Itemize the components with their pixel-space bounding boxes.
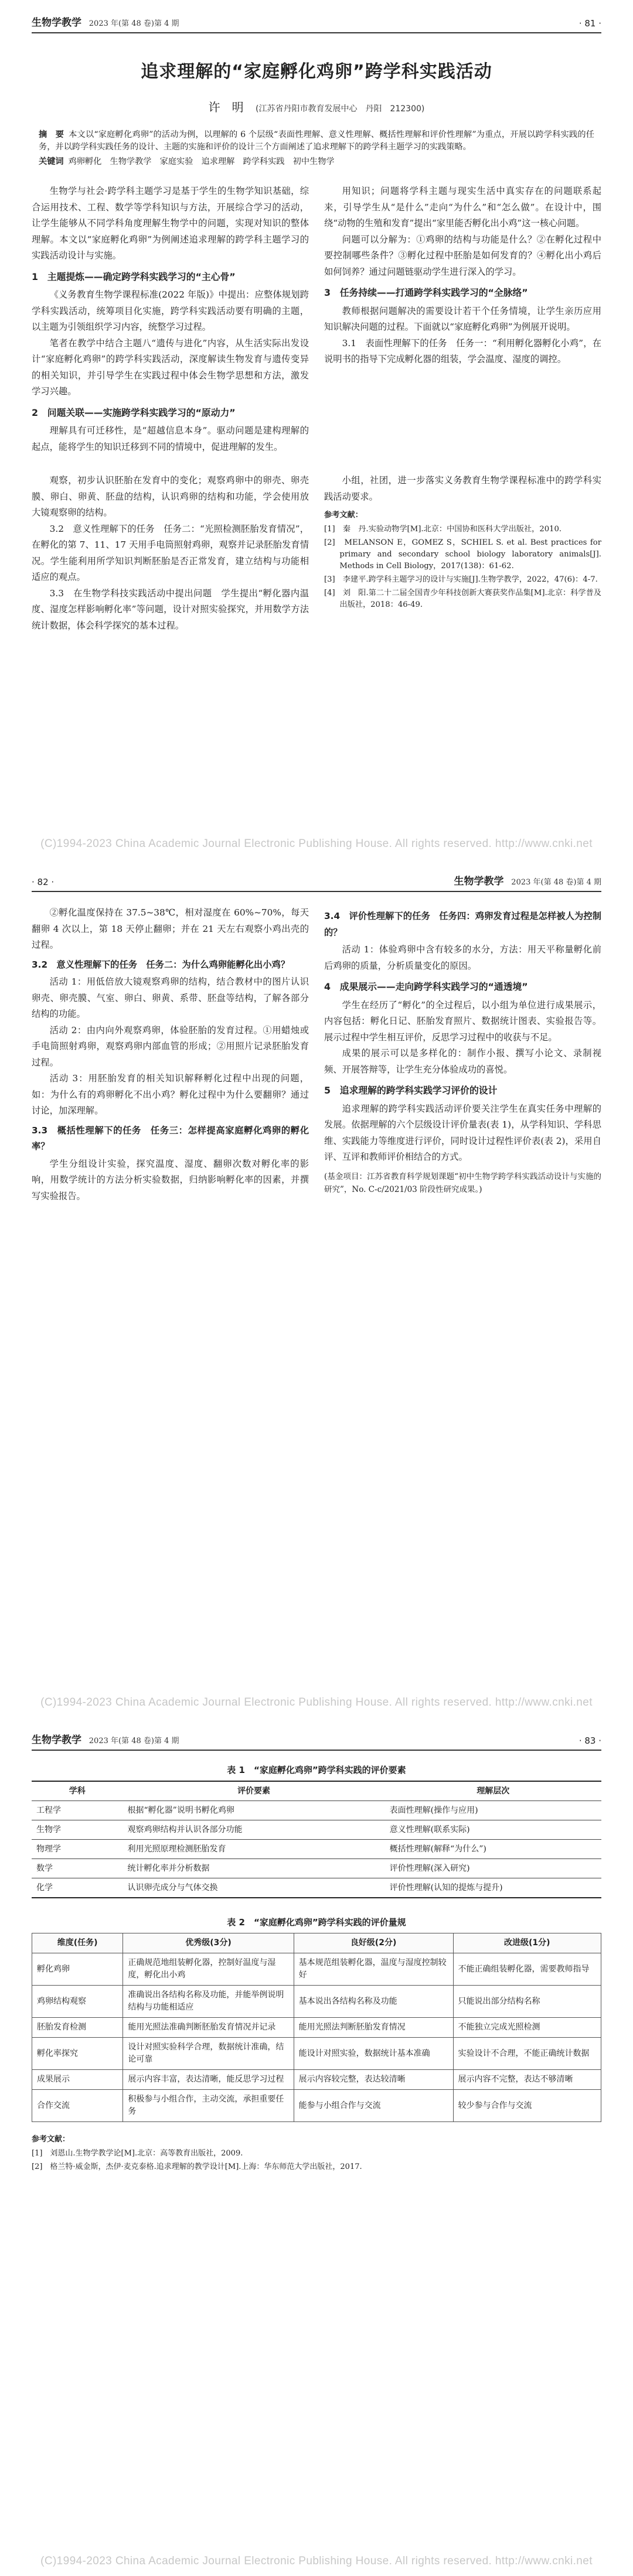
paragraph: 3.1 表面性理解下的任务 任务一：“利用孵化器孵化小鸡”，在说明书的指导下完成孵化器的组装，学会温度、湿度的调控。: [324, 337, 601, 364]
right-column-lower: [324, 473, 601, 634]
table-cell: 观察鸡卵结构并认识各部分功能: [123, 1820, 385, 1840]
table-cell: 工程学: [32, 1801, 123, 1820]
table-cell: 生物学: [32, 1820, 123, 1840]
table-cell: 认识卵壳成分与气体交换: [123, 1878, 385, 1898]
table2-body: [32, 1953, 601, 2122]
table-row: [32, 1801, 601, 1820]
running-header: [32, 1731, 601, 1751]
table2-title: 表 2 “家庭孵化鸡卵”跨学科实践的评价量规: [227, 1917, 406, 1928]
running-header: [32, 873, 601, 892]
table-cell: 准确说出各结构名称及功能，并能举例说明结构与功能相适应: [123, 1986, 294, 2018]
reference-item: [3] 李建平.跨学科主题学习的设计与实施[J].生物学教学，2022，47(6)：4-7.: [324, 575, 598, 584]
table-header-cell: 优秀级(3分): [123, 1933, 294, 1953]
section-heading: 4 成果展示——走向跨学科实践学习的“通透境”: [324, 981, 528, 992]
right-column: [324, 905, 601, 1204]
table-cell: 鸡卵结构观察: [32, 1986, 123, 2018]
table-header-row: [32, 1933, 601, 1953]
references: [324, 510, 601, 611]
subsection-heading: 3.3 概括性理解下的任务 任务三：怎样提高家庭孵化鸡卵的孵化率？: [32, 1125, 309, 1152]
table-cell: 只能说出部分结构名称: [453, 1986, 601, 2018]
author-name: 许 明: [208, 100, 244, 114]
table-cell: 基本说出各结构名称及功能: [294, 1986, 453, 2018]
table-row: [32, 2090, 601, 2122]
table-cell: 物理学: [32, 1840, 123, 1859]
body-columns: [32, 183, 601, 455]
page-number: · 81 ·: [578, 18, 601, 29]
paragraph: 学生在经历了“孵化”的全过程后，以小组为单位进行成果展示，内容包括：孵化日记、胚胎发育照片、数据统计图表、实验报告等。展示过程中学生相互评价，反思学习过程中的收获与不足。: [324, 999, 601, 1043]
table-header-cell: 维度(任务): [32, 1933, 123, 1953]
table-cell: 展示内容较完整，表达较清晰: [294, 2070, 453, 2090]
table-row: [32, 1953, 601, 1986]
page-number: · 83 ·: [578, 1735, 601, 1746]
left-column: [32, 905, 309, 1204]
table-cell: 展示内容不完整，表达不够清晰: [453, 2070, 601, 2090]
reference-item: [2] MELANSON E，GOMEZ S，SCHIEL S. et al. Best practices for primary and secondary school biology laboratory animals[J]. Methods in Cell Biology，2017(138)：61-62.: [324, 538, 601, 570]
table-row: [32, 1859, 601, 1878]
table-cell: 利用光照原理检测胚胎发育: [123, 1840, 385, 1859]
keywords-text: 鸡卵孵化 生物学教学 家庭实验 追求理解 跨学科实践 初中生物学: [68, 157, 335, 166]
body-columns-lower: [32, 473, 601, 634]
page3-references: [32, 2134, 601, 2173]
table-cell: 基本规范组装孵化器，温度与湿度控制较好: [294, 1953, 453, 1986]
section-heading: 2 问题关联——实施跨学科实践学习的“原动力”: [32, 406, 236, 418]
left-column-lower: [32, 473, 309, 634]
table-cell: 能参与小组合作与交流: [294, 2090, 453, 2122]
copyright-footer: (C)1994-2023 China Academic Journal Electronic Publishing House. All rights reserved. http://www.cnki.net: [40, 838, 593, 850]
paragraph: 观察，初步认识胚胎在发育中的变化；观察鸡卵中的卵壳、卵壳膜、卵白、卵黄、胚盘的结构，认识鸡卵的结构和功能，学会使用放大镜观察卵的结构。: [32, 475, 309, 518]
table-cell: 孵化率探究: [32, 2038, 123, 2070]
table-row: [32, 1878, 601, 1898]
table-cell: 不能正确组装孵化器，需要教师指导: [453, 1953, 601, 1986]
article-title: 追求理解的“家庭孵化鸡卵”跨学科实践活动: [141, 62, 492, 82]
running-header: [32, 14, 601, 33]
author-affiliation: (江苏省丹阳市教育发展中心 丹阳 212300): [255, 104, 425, 114]
table1-body: [32, 1801, 601, 1898]
paragraph: 活动 1：用低倍放大镜观察鸡卵的结构，结合教材中的图片认识卵壳、卵壳膜、气室、卵白、卵黄、系带、胚盘等结构，了解各部分结构的功能。: [32, 976, 309, 1019]
table-cell: 积极参与小组合作，主动交流，承担重要任务: [123, 2090, 294, 2122]
table-cell: 能用光照法准确判断胚胎发育情况并记录: [123, 2018, 294, 2038]
subsection-heading: 3.2 意义性理解下的任务 任务二：为什么鸡卵能孵化出小鸡？: [32, 959, 290, 970]
table-cell: 设计对照实验科学合理，数据统计准确，结论可靠: [123, 2038, 294, 2070]
journal-issue: 2023 年(第 48 卷)第 4 期: [89, 1737, 179, 1745]
left-column: [32, 183, 309, 455]
references-label: 参考文献：: [32, 2135, 70, 2144]
table-cell: 较少参与合作与交流: [453, 2090, 601, 2122]
paragraph: 活动 3：用胚胎发育的相关知识解释孵化过程中出现的问题，如：为什么有的鸡卵孵化不出小鸡？孵化过程中为什么要翻卵？通过讨论，加深理解。: [32, 1073, 309, 1116]
table-cell: 展示内容丰富，表达清晰，能反思学习过程: [123, 2070, 294, 2090]
author-line: [32, 98, 601, 115]
body-columns: [32, 905, 601, 1204]
subsection-heading: 3.4 评价性理解下的任务 任务四：鸡卵发育过程是怎样被人为控制的？: [324, 911, 601, 938]
table-cell: 评价性理解(深入研究): [385, 1859, 601, 1878]
section-heading: 1 主题提炼——确定跨学科实践学习的“主心骨”: [32, 271, 236, 282]
journal-name: 生物学教学: [32, 17, 81, 29]
journal-issue: 2023 年(第 48 卷)第 4 期: [89, 19, 179, 28]
table-header-cell: 学科: [32, 1781, 123, 1801]
journal-issue: 2023 年(第 48 卷)第 4 期: [511, 878, 601, 887]
journal-name: 生物学教学: [32, 1734, 81, 1746]
paragraph: 活动 1：体验鸡卵中含有较多的水分，方法：用天平称量孵化前后鸡卵的质量，分析质量变化的原因。: [324, 944, 601, 971]
table-cell: 能设计对照实验，数据统计基本准确: [294, 2038, 453, 2070]
table-cell: 成果展示: [32, 2070, 123, 2090]
copyright-footer: (C)1994-2023 China Academic Journal Electronic Publishing House. All rights reserved. http://www.cnki.net: [40, 2555, 593, 2567]
table-header-cell: 良好级(2分): [294, 1933, 453, 1953]
paragraph: 活动 2：由内向外观察鸡卵，体验胚胎的发育过程。①用蜡烛或手电筒照射鸡卵，观察鸡卵内部血管的形成；②用照片记录胚胎发育过程。: [32, 1024, 309, 1068]
table-cell: 实验设计不合理，不能正确统计数据: [453, 2038, 601, 2070]
reference-item: [4] 刘 阳.第二十二届全国青少年科技创新大赛获奖作品集[M].北京：科学普及出版社，2018：46-49.: [324, 589, 601, 609]
table-header-cell: 理解层次: [385, 1781, 601, 1801]
paragraph: 3.2 意义性理解下的任务 任务二：“光照检测胚胎发育情况”，在孵化的第 7、11、17 天用手电筒照射鸡卵，观察并记录胚胎发育情况。学生能利用所学知识判断胚胎是否正常发育，建立结构与功能相适应的观点。: [32, 523, 309, 582]
section-heading: 3 任务持续——打通跨学科实践学习的“全脉络”: [324, 287, 528, 298]
paragraph: 学生分组设计实验，探究温度、湿度、翻卵次数对孵化率的影响，用数学统计的方法分析实验数据，归纳影响孵化率的因素，并撰写实验报告。: [32, 1158, 309, 1201]
table-cell: 胚胎发育检测: [32, 2018, 123, 2038]
abstract-text: 本文以“家庭孵化鸡卵”的活动为例，以理解的 6 个层级“表面性理解、意义性理解、概括性理解和评价性理解”为重点，开展以跨学科实践的任务，并以跨学科实践任务的设计、主题的实施和评价的设计三个方面阐述了追求理解下的跨学科主题学习的实践策略。: [39, 130, 594, 152]
evaluation-elements-table: [32, 1781, 601, 1898]
table-cell: 合作交流: [32, 2090, 123, 2122]
table-cell: 表面性理解(操作与应用): [385, 1801, 601, 1820]
funding-note: (基金项目：江苏省教育科学规划课题“初中生物学跨学科实践活动设计与实施的研究”，No. C-c/2021/03 阶段性研究成果。): [324, 1171, 601, 1194]
reference-item: [1] 刘恩山.生物学教学论[M].北京：高等教育出版社，2009.: [32, 2149, 243, 2158]
table-header-cell: 评价要素: [123, 1781, 385, 1801]
table-row: [32, 2070, 601, 2090]
journal-name: 生物学教学: [454, 876, 504, 887]
table-row: [32, 1820, 601, 1840]
paragraph: 小组，社团，进一步落实义务教育生物学课程标准中的跨学科实践活动要求。: [324, 475, 601, 502]
table1-title: 表 1 “家庭孵化鸡卵”跨学科实践的评价要素: [227, 1765, 406, 1775]
table-cell: 根据“孵化器”说明书孵化鸡卵: [123, 1801, 385, 1820]
table-cell: 数学: [32, 1859, 123, 1878]
reference-item: [1] 秦 丹.实验动物学[M].北京：中国协和医科大学出版社，2010.: [324, 525, 562, 534]
table-row: [32, 2038, 601, 2070]
journal-page-82: [0, 859, 633, 1717]
journal-page-83: [0, 1717, 633, 2576]
paragraph: 用知识；问题将学科主题与现实生活中真实存在的问题联系起来，引导学生从“是什么”走向“为什么”和“怎么做”。在设计中，围绕“动物的生殖和发育”提出“家里能否孵化出小鸡”这一核心问题。: [324, 186, 601, 228]
page-number: · 82 ·: [32, 877, 55, 887]
copyright-footer: (C)1994-2023 China Academic Journal Electronic Publishing House. All rights reserved. http://www.cnki.net: [40, 1696, 593, 1709]
paragraph: 教师根据问题解决的需要设计若干个任务情境，让学生亲历应用知识解决问题的过程。下面就以“家庭孵化鸡卵”为例展开说明。: [324, 305, 601, 332]
table-cell: 统计孵化率并分析数据: [123, 1859, 385, 1878]
table-row: [32, 1986, 601, 2018]
table-header-cell: 改进级(1分): [453, 1933, 601, 1953]
paragraph: 理解具有可迁移性，是“超越信息本身”。驱动问题是建构理解的起点，能将学生的知识迁移到不同的情境中，促进理解的发生。: [32, 425, 309, 452]
right-column: [324, 183, 601, 455]
table-cell: 能用光照法判断胚胎发育情况: [294, 2018, 453, 2038]
table-row: [32, 2018, 601, 2038]
table-cell: 概括性理解(解释“为什么”): [385, 1840, 601, 1859]
keywords-label: 关键词: [39, 157, 64, 166]
paragraph: 生物学与社会·跨学科主题学习是基于学生的生物学知识基础，综合运用技术、工程、数学等学科知识与方法，开展综合学习的活动，让学生能够从不同学科角度理解生物学中的问题，实现对知识的整体理解。本文以“家庭孵化鸡卵”为例阐述追求理解的跨学科主题学习的实践活动设计与实施。: [32, 186, 309, 261]
section-heading: 5 追求理解的跨学科实践学习评价的设计: [324, 1085, 498, 1096]
table-cell: 评价性理解(认知的提炼与提升): [385, 1878, 601, 1898]
abstract-block: [32, 129, 601, 168]
table-row: [32, 1840, 601, 1859]
reference-item: [2] 格兰特·威金斯，杰伊·麦克泰格.追求理解的教学设计[M].上海：华东师范大学出版社，2017.: [32, 2162, 362, 2171]
paragraph: 问题可以分解为：①鸡卵的结构与功能是什么？②在孵化过程中要控制哪些条件？③孵化过程中胚胎是如何发育的？④孵化出小鸡后如何饲养？通过问题链驱动学生进行深入的学习。: [324, 234, 601, 277]
paragraph: 笔者在教学中结合主题八“遗传与进化”内容，从生活实际出发设计“家庭孵化鸡卵”的跨学科实践活动，深度解读生物发育与遗传变异的相关知识，并引导学生在实践过程中体会生物学思想和方法，激发学习兴趣。: [32, 337, 309, 397]
table-cell: 孵化鸡卵: [32, 1953, 123, 1986]
paragraph: 《义务教育生物学课程标准(2022 年版)》中提出：应整体规划跨学科实践活动，统筹项目化实施，跨学科实践活动要有明确的主题，以主题为引领组织学习内容，统整学习过程。: [32, 289, 309, 332]
paragraph: ②孵化温度保持在 37.5~38℃，相对湿度在 60%~70%，每天翻卵 4 次以上，第 18 天停止翻卵；并在 21 天左右观察小鸡出壳的过程。: [32, 907, 309, 950]
paragraph: 追求理解的跨学科实践活动评价要关注学生在真实任务中理解的发展。依据理解的六个层级设计评价量表(表 1)，从学科知识、学科思维、实践能力等维度进行评价，同时设计过程性评价表(表 2)，采用自评、互评和教师评价相结合的方式。: [324, 1103, 601, 1162]
journal-page-81: [0, 0, 633, 859]
references-label: 参考文献：: [324, 511, 363, 520]
table-header-row: [32, 1781, 601, 1801]
paragraph: 成果的展示可以是多样化的：制作小报、撰写小论文、录制视频、开展答辩等，让学生充分体验成功的喜悦。: [324, 1048, 601, 1075]
evaluation-rubric-table: [32, 1933, 601, 2122]
abstract-label: 摘 要: [39, 130, 64, 139]
table-cell: 化学: [32, 1878, 123, 1898]
paragraph: 3.3 在生物学科技实践活动中提出问题 学生提出“孵化器内温度、湿度怎样影响孵化率”等问题，设计对照实验探究，并用数学方法统计数据，体会科学探究的基本过程。: [32, 587, 309, 631]
table-cell: 正确规范地组装孵化器，控制好温度与湿度，孵化出小鸡: [123, 1953, 294, 1986]
table-cell: 不能独立完成光照检测: [453, 2018, 601, 2038]
table-cell: 意义性理解(联系实际): [385, 1820, 601, 1840]
